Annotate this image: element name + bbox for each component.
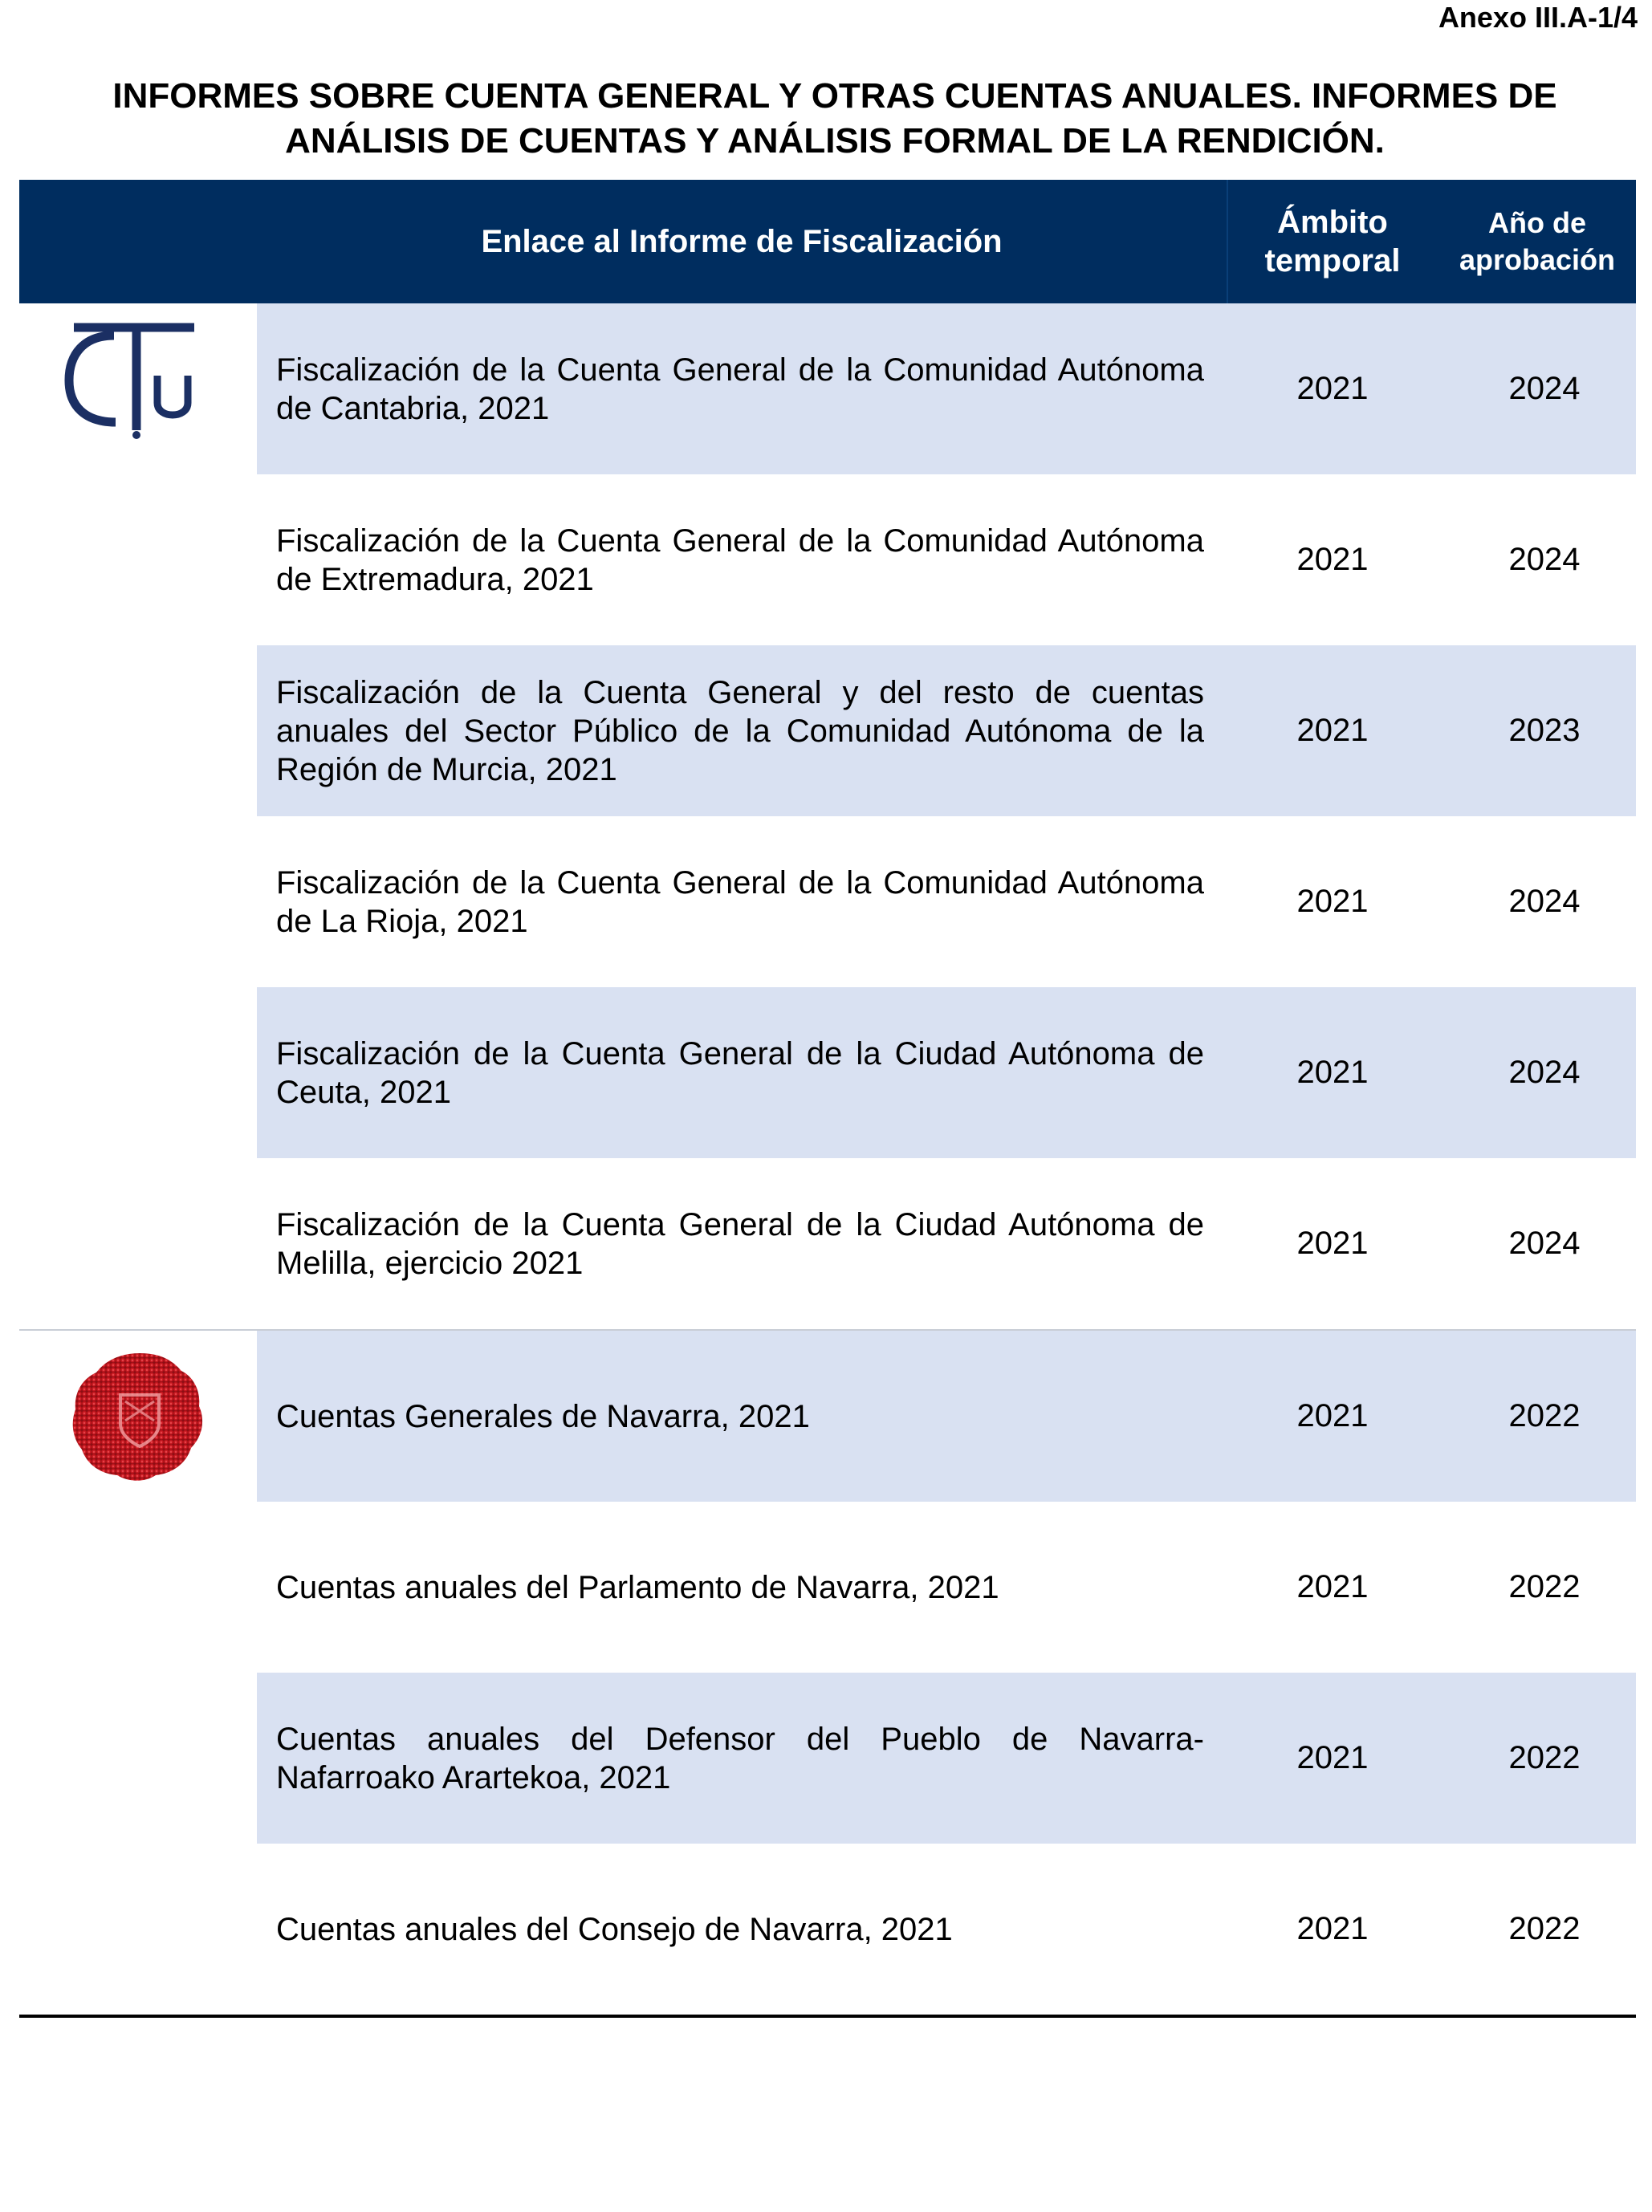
row-description-link[interactable]: Fiscalización de la Cuenta General de la Ciudad Autónoma de Ceuta, 2021 — [276, 1035, 1204, 1110]
row-ano: 2022 — [1508, 1740, 1581, 1775]
row-ano: 2023 — [1508, 713, 1581, 748]
row-description-link[interactable]: Cuentas anuales del Consejo de Navarra, 2021 — [276, 1911, 953, 1947]
row-description-link[interactable]: Fiscalización de la Cuenta General de la Ciudad Autónoma de Melilla, ejercicio 2021 — [276, 1206, 1204, 1281]
page-title — [32, 74, 1638, 164]
row-ambito: 2021 — [1296, 371, 1369, 406]
table-row — [257, 474, 1636, 645]
title-line-1: INFORMES SOBRE CUENTA GENERAL Y OTRAS CUENTAS ANUALES. INFORMES DE — [112, 76, 1557, 116]
table-row — [257, 1673, 1636, 1844]
row-ano: 2024 — [1508, 371, 1581, 406]
table-row — [257, 1844, 1636, 2015]
row-ambito: 2021 — [1296, 884, 1369, 919]
row-ano: 2022 — [1508, 1398, 1581, 1433]
row-ano: 2024 — [1508, 1226, 1581, 1261]
row-ano: 2024 — [1508, 542, 1581, 577]
row-ambito: 2021 — [1296, 1740, 1369, 1775]
header-ambito-column — [1227, 180, 1438, 303]
annex-label: Anexo III.A-1/4 — [1438, 1, 1638, 34]
navarra-seal-icon — [19, 1348, 257, 1485]
tcu-logo-icon — [19, 323, 257, 443]
table-row — [257, 1331, 1636, 1502]
table-row — [257, 1502, 1636, 1673]
row-ambito: 2021 — [1296, 1569, 1369, 1604]
table-row — [257, 987, 1636, 1158]
row-description-link[interactable]: Cuentas anuales del Parlamento de Navarra, 2021 — [276, 1569, 999, 1605]
header-ano-column — [1438, 180, 1636, 303]
header-ano-line-1: Año de — [1488, 206, 1586, 239]
title-line-2: ANÁLISIS DE CUENTAS Y ANÁLISIS FORMAL DE LA RENDICIÓN. — [285, 121, 1385, 161]
navarra-seal — [19, 1348, 257, 1485]
row-ano: 2024 — [1508, 884, 1581, 919]
row-ambito: 2021 — [1296, 1398, 1369, 1433]
header-link-column: Enlace al Informe de Fiscalización — [481, 223, 1003, 259]
row-description-link[interactable]: Fiscalización de la Cuenta General de la Comunidad Autónoma de Cantabria, 2021 — [276, 352, 1204, 426]
table-row — [257, 645, 1636, 816]
table-bottom-rule — [19, 2015, 1636, 2018]
row-ambito: 2021 — [1296, 713, 1369, 748]
row-description-link[interactable]: Fiscalización de la Cuenta General y del resto de cuentas anuales del Sector Público de la Comunidad Autónoma de la Región de Murcia, 2021 — [276, 674, 1204, 787]
header-ambito-line-2: temporal — [1264, 243, 1401, 279]
row-ano: 2022 — [1508, 1911, 1581, 1946]
header-ano-line-2: aprobación — [1459, 243, 1616, 276]
tcu-logo — [19, 323, 257, 443]
row-description-link[interactable]: Fiscalización de la Cuenta General de la Comunidad Autónoma de Extremadura, 2021 — [276, 523, 1204, 597]
table-row — [257, 816, 1636, 987]
row-description-link[interactable]: Cuentas anuales del Defensor del Pueblo de Navarra-Nafarroako Arartekoa, 2021 — [276, 1721, 1204, 1795]
row-ambito: 2021 — [1296, 1055, 1369, 1090]
row-description-link[interactable]: Fiscalización de la Cuenta General de la Comunidad Autónoma de La Rioja, 2021 — [276, 864, 1204, 939]
row-description-link[interactable]: Cuentas Generales de Navarra, 2021 — [276, 1398, 810, 1434]
row-ambito: 2021 — [1296, 1911, 1369, 1946]
row-ambito: 2021 — [1296, 542, 1369, 577]
table-header — [19, 180, 1636, 303]
row-ano: 2024 — [1508, 1055, 1581, 1090]
header-ambito-line-1: Ámbito — [1277, 205, 1388, 240]
row-ano: 2022 — [1508, 1569, 1581, 1604]
row-ambito: 2021 — [1296, 1226, 1369, 1261]
table-row — [257, 303, 1636, 474]
table-row — [257, 1158, 1636, 1329]
